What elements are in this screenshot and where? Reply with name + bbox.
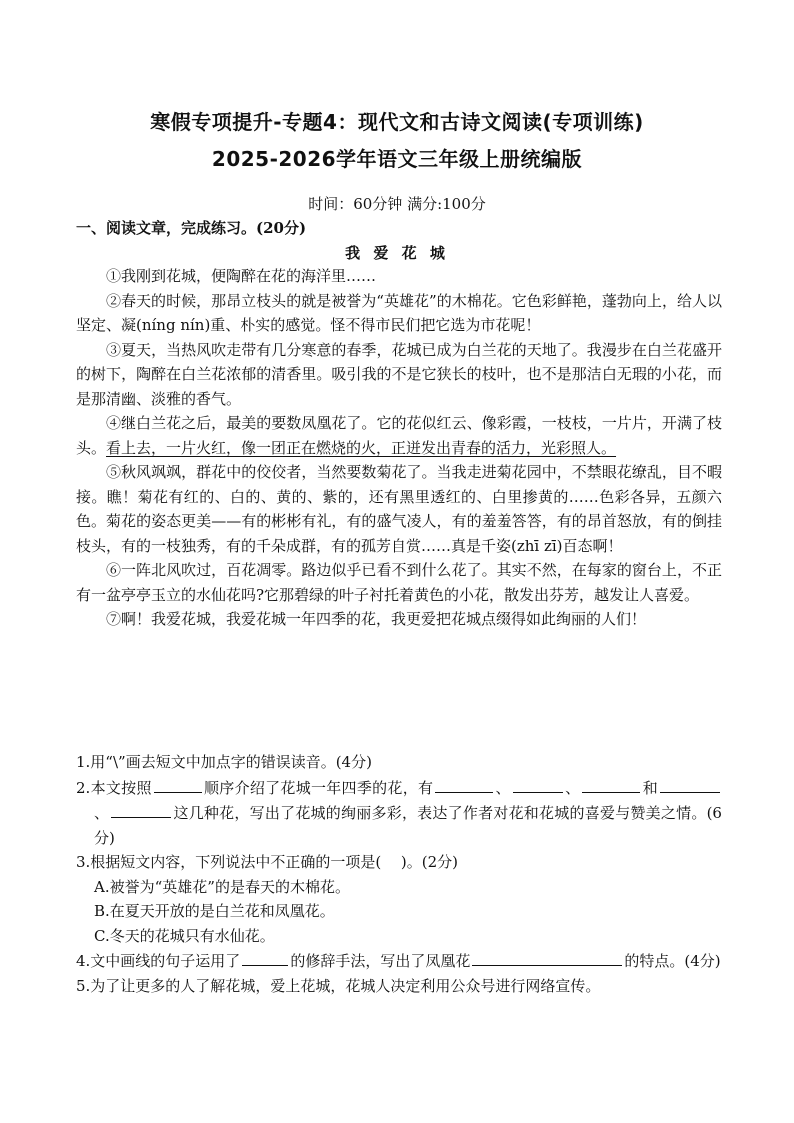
option-a: A.被誉为“英雄花”的是春天的木棉花。 bbox=[94, 877, 350, 896]
paragraph-4-text: ④继白兰花之后，最美的要数凤凰花了。它的花似红云、像彩霞，一枝枝，一片片，开满了枝头。 bbox=[76, 414, 722, 457]
paragraph-6: ⑥一阵北风吹过，百花凋零。路边似乎已看不到什么花了。其实不然，在每家的窗台上，不正有一盆亭亭玉立的水仙花吗?它那碧绿的叶子衬托着黄色的小花，散发出芬芳，越发让人喜爱。 bbox=[76, 561, 722, 604]
question-4-mid: 的修辞手法，写出了凤凰花 bbox=[290, 952, 471, 970]
answer-blank-rhetoric[interactable] bbox=[242, 948, 288, 966]
paragraph-3: ③夏天，当热风吹走带有几分寒意的春季，花城已成为白兰花的天地了。我漫步在白兰花盛开的树下，陶醉在白兰花浓郁的清香里。吸引我的不是它狭长的枝叶，也不是那洁白无瑕的小花，而是那清幽、淡雅的香气。 bbox=[76, 340, 722, 408]
answer-blank-flower-4[interactable] bbox=[660, 775, 720, 793]
underlined-sentence: 看上去，一片火红，像一团正在燃烧的火，正迸发出青春的活力，光彩照人。 bbox=[106, 438, 617, 457]
question-2-and: 和 bbox=[642, 778, 658, 797]
answer-blank-flower-5[interactable] bbox=[111, 800, 171, 818]
section-heading: 一、阅读文章，完成练习。(20分) bbox=[76, 219, 307, 237]
answer-blank-flower-1[interactable] bbox=[435, 775, 493, 793]
paragraph-7: ⑦啊！我爱花城，我爱花城一年四季的花，我更爱把花城点缀得如此绚丽的人们！ bbox=[106, 610, 647, 628]
question-1: 1.用“\”画去短文中加点字的错误读音。(4分) bbox=[76, 753, 372, 771]
separator: 、 bbox=[495, 778, 511, 797]
question-2 bbox=[76, 775, 722, 851]
question-2-start: 2.本文按照 bbox=[76, 778, 152, 797]
exam-meta: 时间：60分钟 满分:100分 bbox=[308, 195, 486, 213]
question-2-end: 这几种花，写出了花城的绚丽多彩，表达了作者对花和花城的喜爱与赞美之情。(6分) bbox=[94, 804, 722, 847]
paragraph-4 bbox=[76, 411, 722, 460]
article-body bbox=[76, 264, 722, 632]
paragraph-2: ②春天的时候，那昂立枝头的就是被誉为“英雄花”的木棉花。它色彩鲜艳，蓬勃向上，给人以坚定、凝(níng nín)重、朴实的感觉。怪不得市民们把它选为市花呢！ bbox=[76, 291, 722, 334]
separator: 、 bbox=[564, 778, 581, 797]
question-2-mid: 顺序介绍了花城一年四季的花，有 bbox=[203, 778, 434, 797]
title-line-1: 寒假专项提升-专题4：现代文和古诗文阅读(专项训练) bbox=[150, 110, 644, 134]
answer-blank-order[interactable] bbox=[154, 775, 202, 793]
article-title: 我 爱 花 城 bbox=[345, 244, 449, 262]
separator: 、 bbox=[94, 804, 110, 822]
option-b: B.在夏天开放的是白兰花和凤凰花。 bbox=[94, 902, 335, 920]
question-4-end: 的特点。(4分) bbox=[624, 952, 721, 970]
questions bbox=[76, 750, 722, 998]
paragraph-5: ⑤秋风飒飒，群花中的佼佼者，当然要数菊花了。当我走进菊花园中，不禁眼花缭乱，目不暇接。瞧！菊花有红的、白的、黄的、紫的，还有黑里透红的、白里掺黄的……色彩各异，五颜六色。菊花的姿态更美——有的彬彬有礼，有的盛气凌人，有的羞羞答答，有的昂首怒放，有的倒挂枝头，有的一枝独秀，有的千朵成群，有的孤芳自赏……真是千姿(zhī zī)百态啊！ bbox=[76, 463, 722, 555]
title-line-2: 2025-2026学年语文三年级上册统编版 bbox=[211, 147, 583, 171]
answer-blank-feature[interactable] bbox=[472, 948, 622, 966]
answer-blank-flower-2[interactable] bbox=[513, 775, 563, 793]
question-5: 5.为了让更多的人了解花城，爱上花城，花城人决定利用公众号进行网络宣传。 bbox=[76, 976, 601, 995]
question-4 bbox=[76, 948, 722, 974]
option-c: C.冬天的花城只有水仙花。 bbox=[94, 926, 275, 945]
question-3: 3.根据短文内容，下列说法中不正确的一项是( )。(2分) bbox=[76, 853, 459, 871]
paragraph-1: ①我刚到花城，便陶醉在花的海洋里…… bbox=[106, 267, 377, 285]
question-4-start: 4.文中画线的句子运用了 bbox=[76, 952, 241, 970]
answer-blank-flower-3[interactable] bbox=[582, 775, 640, 793]
